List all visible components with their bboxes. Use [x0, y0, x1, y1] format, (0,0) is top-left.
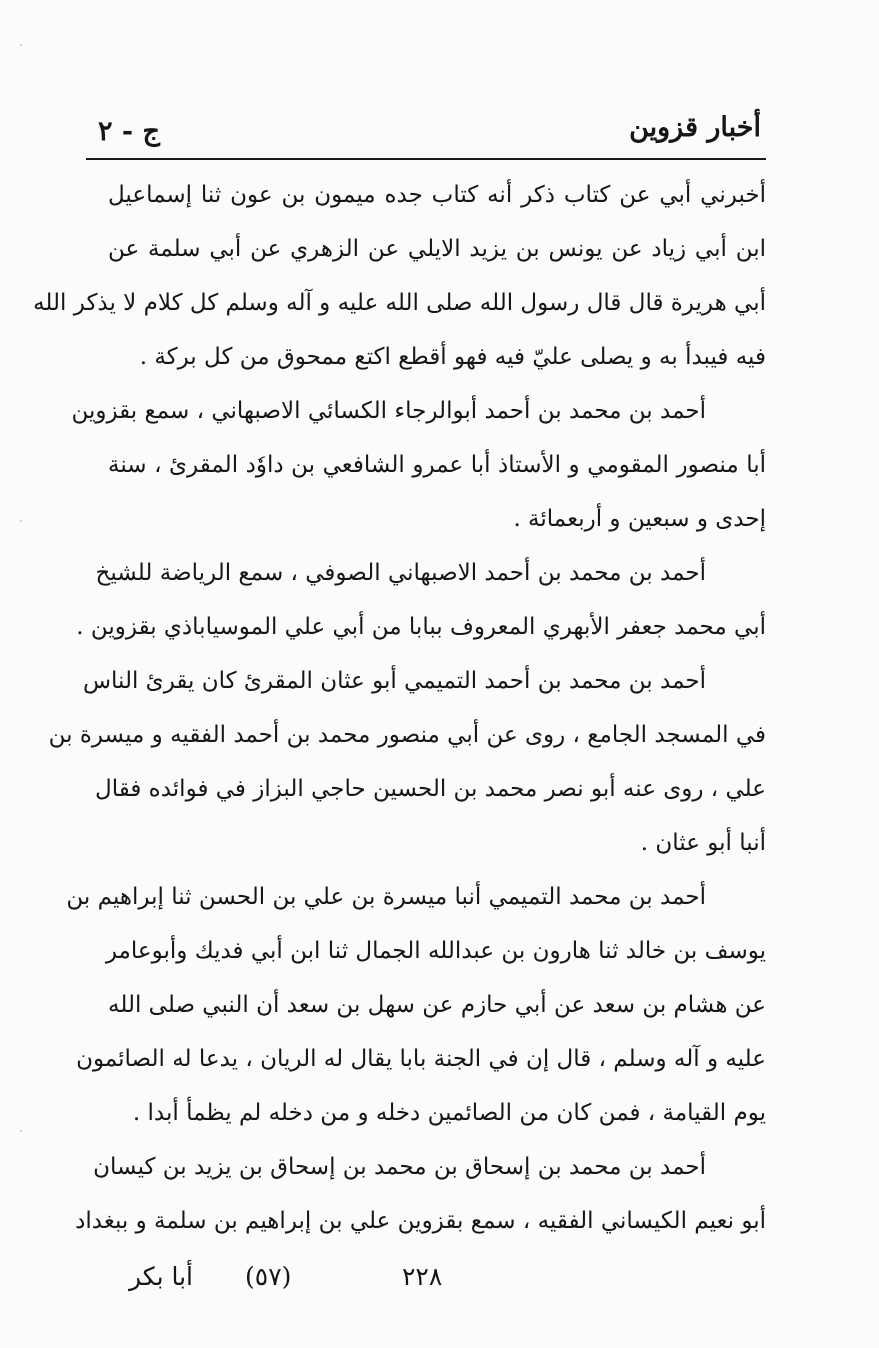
paragraph — [66, 870, 766, 1140]
text-line: أحمد بن محمد بن أحمد أبوالرجاء الكسائي الاصبهاني ، سمع بقزوين — [71, 398, 706, 424]
text-line: يوم القيامة ، فمن كان من الصائمين دخله و من دخله لم يظمأ أبدا . — [132, 1100, 766, 1126]
page-number: ٢٢٨ — [402, 1262, 443, 1291]
text-line: إحدى و سبعين و أربعمائة . — [513, 506, 766, 532]
running-title: أخبار قزوين — [629, 112, 761, 143]
paragraph — [33, 168, 766, 384]
paragraph — [76, 546, 766, 654]
margin-speck — [20, 520, 22, 522]
text-line: ابن أبي زياد عن يونس بن يزيد الايلي عن الزهري عن أبي سلمة عن — [108, 236, 766, 262]
paragraph — [71, 384, 766, 546]
paragraph — [75, 1140, 766, 1248]
text-line: أحمد بن محمد بن أحمد الاصبهاني الصوفي ، سمع الرياضة للشيخ — [95, 560, 706, 586]
text-line: أبا منصور المقومي و الأستاذ أبا عمرو الشافعي بن داوٗد المقرئ ، سنة — [108, 452, 766, 478]
paragraph — [48, 654, 766, 870]
text-line: أنبا أبو عثان . — [640, 830, 766, 856]
header-rule — [86, 158, 766, 160]
signature-mark: (٥٧) — [245, 1262, 292, 1291]
margin-speck — [20, 44, 22, 46]
text-line: أبي هريرة قال قال رسول الله صلى الله عليه و آله وسلم كل كلام لا يذكر الله — [33, 290, 766, 316]
text-line: أحمد بن محمد بن أحمد التميمي أبو عثان المقرئ كان يقرئ الناس — [82, 668, 706, 694]
volume-label: ج - ٢ — [98, 116, 160, 147]
text-line: عن هشام بن سعد عن أبي حازم عن سهل بن سعد أن النبي صلى الله — [108, 992, 766, 1018]
catchword: أبا بكر — [128, 1262, 193, 1291]
text-line: فيه فيبدأ به و يصلى عليّ فيه فهو أقطع اكتع ممحوق من كل بركة . — [139, 344, 766, 370]
text-line: في المسجد الجامع ، روى عن أبي منصور محمد بن أحمد الفقيه و ميسرة بن — [48, 722, 766, 748]
text-line: أبو نعيم الكيساني الفقيه ، سمع بقزوين علي بن إبراهيم بن سلمة و ببغداد — [75, 1208, 766, 1234]
text-line: أبي محمد جعفر الأبهري المعروف ببابا من أبي علي الموسياباذي بقزوين . — [76, 614, 766, 640]
text-line: علي ، روى عنه أبو نصر محمد بن الحسين حاجي البزاز في فوائده فقال — [95, 776, 766, 802]
text-line: أحمد بن محمد التميمي أنبا ميسرة بن علي بن الحسن ثنا إبراهيم بن — [66, 884, 706, 910]
margin-speck — [20, 1130, 22, 1132]
text-line: يوسف بن خالد ثنا هارون بن عبدالله الجمال ثنا ابن أبي فديك وأبوعامر — [105, 938, 766, 964]
text-line: أحمد بن محمد بن إسحاق بن محمد بن إسحاق بن يزيد بن كيسان — [93, 1154, 706, 1180]
text-line: أخبرني أبي عن كتاب ذكر أنه كتاب جده ميمون بن عون ثنا إسماعيل — [108, 182, 766, 208]
body-text — [33, 168, 766, 1248]
text-line: عليه و آله وسلم ، قال إن في الجنة بابا يقال له الريان ، يدعا له الصائمون — [76, 1046, 766, 1072]
